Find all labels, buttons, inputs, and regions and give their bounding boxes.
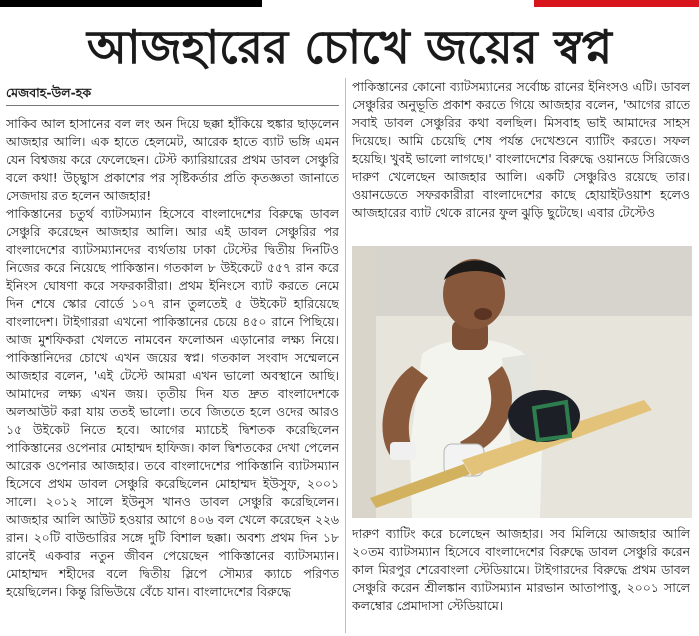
paragraph: দারুণ ব্যাটিং করে চলেছেন আজহার। সব মিলিয়ে আজহার আলি ২০তম ব্যাটসম্যান হিসেবে বাংলাদেশের বিরুদ্ধে ডাবল সেঞ্চুরি করেন কাল মিরপুর শেরেবাংলা স্টেডিয়ামে। টাইগারদের বিরুদ্ধে প্রথম ডাবল সেঞ্চুরি করেন শ্রীলঙ্কান ব্যাটসম্যান মারভান আতাপাত্তু, ২০০১ সালে কলম্বোর প্রেমাদাসা স্টেডিয়ামে। <box>352 526 690 613</box>
paragraph: পাকিস্তানের কোনো ব্যাটসম্যানের সর্বোচ্চ রানের ইনিংসও এটি। ডাবল সেঞ্চুরির অনুভূতি প্রকাশ করতে গিয়ে আজহার বলেন, 'আগের রাতে সবাই ডাবল সেঞ্চুরির কথা বলছিল। মিসবাহ ভাই আমাদের সাহস দিয়েছে। আমি চেয়েছি শেষ পর্যন্ত দেখেশুনে ব্যাটিং করতে। সফল হয়েছি। খুবই ভালো লাগছে।' বাংলাদেশের বিরুদ্ধে ওয়ানডে সিরিজেও দারুণ খেলেছেন আজহার আলি। একটি সেঞ্চুরিও রয়েছে তার। ওয়ানডেতে সফরকারীরা বাংলাদেশের কাছে হোয়াইটওয়াশ হলেও আজহারের ব্যাট থেকে রানের ফুল ঝুড়ি ছুটেছে। এবার টেস্টেও <box>352 79 690 220</box>
article-column-left <box>6 115 339 633</box>
byline: মেজবাহ-উল-হক <box>6 83 339 106</box>
article-column-right-bottom <box>352 525 690 633</box>
column-divider <box>345 78 346 633</box>
masthead-rule-red <box>534 0 699 7</box>
masthead-rule-black <box>0 0 262 7</box>
paragraph: পাকিস্তানের চতুর্থ ব্যাটসম্যান হিসেবে বাংলাদেশের বিরুদ্ধে ডাবল সেঞ্চুরি করেছেন আজহার আলি। আর এই ডাবল সেঞ্চুরির পর বাংলাদেশের ব্যাটসম্যানদের ব্যর্থতায় ঢাকা টেস্টের দ্বিতীয় দিনটিও নিজের করে নিয়েছে পাকিস্তান। গতকাল ৮ উইকেটে ৫৫৭ রান করে ইনিংস ঘোষণা করে সফরকারীরা। প্রথম ইনিংসে ব্যাট করতে নেমে দিন শেষে স্কোর বোর্ডে ১০৭ রান তুলতেই ৫ উইকেট হারিয়েছে বাংলাদেশ। টাইগাররা এখনো পাকিস্তানের চেয়ে ৪৫০ রানে পিছিয়ে। আজ মুশফিকরা খেলতে নামবেন ফলোঅন এড়ানোর লক্ষ্য নিয়ে। পাকিস্তানিদের চোখে এখন জয়ের স্বপ্ন। গতকাল সংবাদ সম্মেলনে আজহার বলেন, 'এই টেস্টে আমরা এখন ভালো অবস্থানে আছি। আমাদের লক্ষ্য এখন জয়। তৃতীয় দিন যত দ্রুত বাংলাদেশকে অলআউট করা যায় ততই ভালো। তবে জিততে হলে ওদের আরও ১৫ উইকেট নিতে হবে। আগের ম্যাচেই দ্বিশতক করেছিলেন পাকিস্তানের ওপেনার মোহাম্মদ হাফিজ। কাল দ্বিশতকের দেখা পেলেন আরেক ওপেনার আজহার। তবে বাংলাদেশের পাকিস্তানি ব্যাটসম্যান হিসেবে প্রথম ডাবল সেঞ্চুরি করেছিলেন মোহাম্মদ ইউসুফ, ২০০১ সালে। ২০১২ সালে ইউনুস খানও ডাবল সেঞ্চুরি করেছিলেন। আজহার আলি আউট হওয়ার আগে ৪০৬ বল খেলে করেছেন ২২৬ রান। ২০টি বাউন্ডারির সঙ্গে দুটি বিশাল ছক্কা। অবশ্য প্রথম দিন ১৮ রানেই একবার নতুন জীবন পেয়েছেন পাকিস্তানের ব্যাটসম্যান। মোহাম্মদ শহীদের বলে দ্বিতীয় স্লিপে সৌম্যর ক্যাচে পরিণত হয়েছিলেন। কিন্তু রিভিউয়ে বেঁচে যান। বাংলাদেশের বিরুদ্ধে <box>6 206 339 599</box>
paragraph: সাকিব আল হাসানের বল লং অন দিয়ে ছক্কা হাঁকিয়ে হুঙ্কার ছাড়লেন আজহার আলি। এক হাতে হেলমেট, আরেক হাতে ব্যাট ভঙ্গি এমন যেন বিশ্বজয় করে ফেলেছেন। টেস্ট ক্যারিয়ারের প্রথম ডাবল সেঞ্চুরি বলে কথা! উচ্ছ্বাস প্রকাশের পর সৃষ্টিকর্তার প্রতি কৃতজ্ঞতা জানাতে সেজদায় রত হলেন আজহার! <box>6 116 339 203</box>
cricketer-celebrating-photo <box>352 246 692 518</box>
headline: আজহারের চোখে জয়ের স্বপ্ন <box>86 20 613 74</box>
article-column-right-top <box>352 78 690 240</box>
